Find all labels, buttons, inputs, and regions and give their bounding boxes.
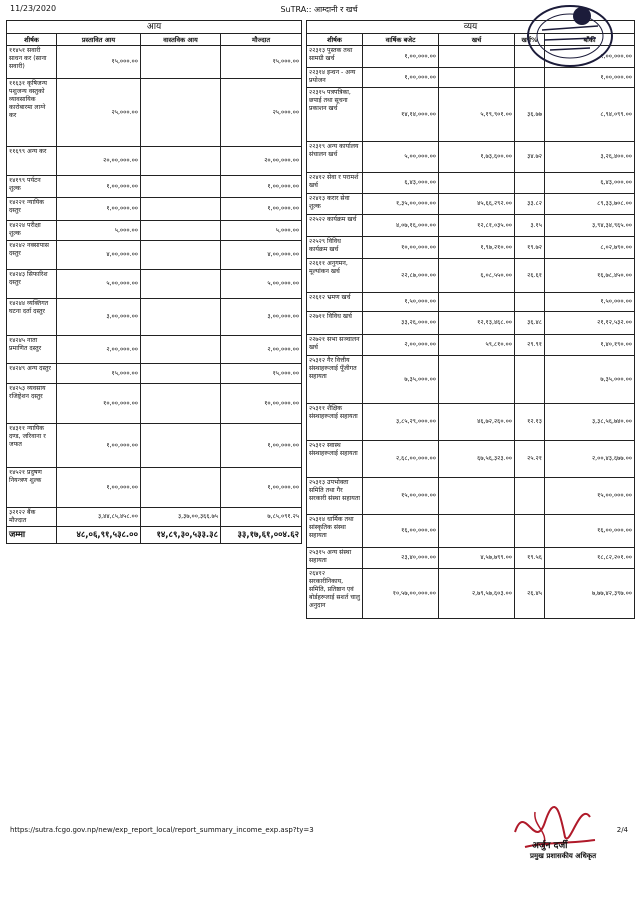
expense-row-spent	[439, 173, 515, 194]
expense-row-budget: १,००,०००.००	[363, 68, 439, 88]
income-row-actual	[141, 424, 221, 468]
expense-row-spent: १,९७,२१०.००	[439, 237, 515, 259]
print-date: 11/23/2020	[10, 4, 57, 13]
expense-row-title: २५३१२ स्वास्थ संस्थाहरूलाई सहायता	[307, 441, 363, 478]
income-col-balance: मौज्दात	[221, 34, 302, 46]
expense-row-title: २५३१३ उपभोक्ता समिति तथा गैर सरकारी संस्था सहायता	[307, 478, 363, 515]
expense-row-remaining: १,००,०००.००	[545, 68, 635, 88]
income-row-proposed: १५,०००.००	[57, 46, 141, 79]
income-row-proposed: ३,४४,८५,४५८.००	[57, 508, 141, 527]
income-row	[7, 364, 302, 384]
expense-row	[307, 293, 635, 312]
income-row	[7, 147, 302, 176]
income-row-proposed: १०,००,०००.००	[57, 384, 141, 424]
expense-row-pct	[515, 515, 545, 548]
expense-col-spent: खर्च	[439, 34, 515, 46]
income-row-proposed: १,००,०००.००	[57, 468, 141, 508]
expense-row-budget: १०,००,०००.००	[363, 237, 439, 259]
income-row-proposed: ३,००,०००.००	[57, 299, 141, 336]
expense-row-pct	[515, 173, 545, 194]
expense-row-spent	[439, 68, 515, 88]
expense-row-budget: १६,००,०००.००	[363, 515, 439, 548]
expense-row-budget: १४,१४,०००.००	[363, 88, 439, 142]
expense-row-pct: २९.९१	[515, 335, 545, 356]
income-row-title: १४३११ न्यायिक दण्ड, जरिवाना र जफत	[7, 424, 57, 468]
expense-row-spent: १२,१३,४६८.००	[439, 312, 515, 335]
income-row-title: ११६३१ कृषिजन्य पशुजन्य वस्तुको व्यावसायिक कारोबारमा लाग्ने कर	[7, 79, 57, 147]
expense-row-pct: ३६.७७	[515, 88, 545, 142]
expense-row-pct: ३.१५	[515, 215, 545, 237]
expense-row-pct: ३४.७२	[515, 142, 545, 173]
expense-section-title: व्यय	[307, 21, 635, 34]
expense-row-spent	[439, 293, 515, 312]
income-row-title: १४२२४ परीक्षा शुल्क	[7, 221, 57, 241]
expense-row-budget: २,६८,००,०००.००	[363, 441, 439, 478]
page-number: 2/4	[616, 826, 628, 834]
income-row	[7, 508, 302, 527]
footer-url: https://sutra.fcgo.gov.np/new/exp_report_local/report_summary_income_exp.asp?ty=3	[10, 826, 314, 834]
expense-row-spent: १२,८१,०३५.००	[439, 215, 515, 237]
income-row-balance: ५,००,०००.००	[221, 270, 302, 299]
expense-row-budget: ६,४३,०००.००	[363, 173, 439, 194]
income-row-proposed: ५,०००.००	[57, 221, 141, 241]
income-row-title: १४२४९ अन्य दस्तुर	[7, 364, 57, 384]
expense-row-remaining: ६,४३,०००.००	[545, 173, 635, 194]
expense-row-title: २२७११ विविध खर्च	[307, 312, 363, 335]
income-total-actual: १४,८९,३०,५३३.३८	[141, 527, 221, 544]
office-stamp-icon	[520, 0, 615, 70]
expense-row-remaining: ७,७७,४२,३९७.००	[545, 569, 635, 619]
expense-row-remaining: ८९,३३,७०८.००	[545, 194, 635, 215]
income-row	[7, 241, 302, 270]
expense-row-remaining: १,४०,१९०.००	[545, 335, 635, 356]
expense-row-budget: २,००,०००.००	[363, 335, 439, 356]
income-row-title: १४२४५ नाता प्रमाणित दस्तुर	[7, 336, 57, 364]
expense-row-title: २२६१२ भ्रमण खर्च	[307, 293, 363, 312]
expense-row-title: २५३१४ धार्मिक तथा सांस्कृतिक संस्था सहायता	[307, 515, 363, 548]
expense-row	[307, 237, 635, 259]
expense-col-remaining: बाँकी	[545, 34, 635, 46]
expense-row-spent	[439, 515, 515, 548]
expense-row-title: २२५२९ विविध कार्यक्रम खर्च	[307, 237, 363, 259]
income-row-title: १४२२१ न्यायिक दस्तुर	[7, 198, 57, 221]
income-row-actual	[141, 198, 221, 221]
income-row-actual	[141, 79, 221, 147]
expense-row-title: २२६११ अनुगमन, मूल्यांकन खर्च	[307, 259, 363, 293]
expense-row-remaining: १,५०,०००.००	[545, 293, 635, 312]
expense-table	[306, 20, 635, 619]
income-row-actual	[141, 270, 221, 299]
income-row-proposed: २०,००,०००.००	[57, 147, 141, 176]
income-row-actual	[141, 364, 221, 384]
expense-row-pct: ३६.४८	[515, 312, 545, 335]
expense-row	[307, 215, 635, 237]
expense-row-pct: २६.४५	[515, 569, 545, 619]
expense-row-title: २२५२२ कार्यक्रम खर्च	[307, 215, 363, 237]
expense-row-title: २२३१९ अन्य कार्यालय संचालन खर्च	[307, 142, 363, 173]
expense-row	[307, 142, 635, 173]
expense-row	[307, 356, 635, 404]
expense-row-budget: ३,८५,२९,०००.००	[363, 404, 439, 441]
income-row-title: १४२४३ सिफारिश दस्तुर	[7, 270, 57, 299]
expense-row-pct: १२.१३	[515, 404, 545, 441]
income-row-proposed: १५,०००.००	[57, 364, 141, 384]
income-col-title: शीर्षक	[7, 34, 57, 46]
expense-row-title: २२४१३ करार सेवा शुल्क	[307, 194, 363, 215]
expense-row-spent: ४५,६६,२९२.००	[439, 194, 515, 215]
income-row	[7, 221, 302, 241]
income-row-actual	[141, 384, 221, 424]
expense-row-budget: १,५०,०००.००	[363, 293, 439, 312]
income-row	[7, 46, 302, 79]
expense-row-pct	[515, 478, 545, 515]
expense-row-pct: १९.५६	[515, 548, 545, 569]
page-header-title: SuTRA:: आम्दानी र खर्च	[280, 5, 358, 14]
income-row-actual	[141, 176, 221, 198]
expense-row-budget: १०,५७,००,०००.००	[363, 569, 439, 619]
expense-row-pct	[515, 356, 545, 404]
income-total-label: जम्मा	[7, 527, 57, 544]
expense-row-remaining: ८,९४,०९९.००	[545, 88, 635, 142]
expense-row-spent: ४६,७२,२६०.००	[439, 404, 515, 441]
income-row-balance: १,००,०००.००	[221, 198, 302, 221]
expense-row-spent	[439, 356, 515, 404]
income-row-actual: ३,३७,००,३६६.७५	[141, 508, 221, 527]
expense-row-pct: २५.२१	[515, 441, 545, 478]
expense-row-title: २२७२१ सभा सञ्चालन खर्च	[307, 335, 363, 356]
expense-row-pct: ३३.८२	[515, 194, 545, 215]
income-row-actual	[141, 336, 221, 364]
expense-row-remaining: २,००,४३,६७७.००	[545, 441, 635, 478]
income-row	[7, 299, 302, 336]
expense-row-budget: १,३५,००,०००.००	[363, 194, 439, 215]
income-row-title: ११४५१ सवारी साधन कर (साना सवारी)	[7, 46, 57, 79]
expense-row-spent: २,७९,५७,६०३.००	[439, 569, 515, 619]
income-row-proposed: १,००,०००.००	[57, 424, 141, 468]
income-row-proposed: ५,००,०००.००	[57, 270, 141, 299]
income-row-title: १४१९९ पर्यटन शुल्क	[7, 176, 57, 198]
income-row-balance: १,००,०००.००	[221, 468, 302, 508]
income-row-balance: १५,०००.००	[221, 46, 302, 79]
expense-row-budget: ३३,२६,०००.००	[363, 312, 439, 335]
income-table	[6, 20, 302, 544]
expense-row-budget: २३,४०,०००.००	[363, 548, 439, 569]
income-row-proposed: २,००,०००.००	[57, 336, 141, 364]
income-row-title: १४२४२ नक्सापास दस्तुर	[7, 241, 57, 270]
expense-row	[307, 548, 635, 569]
expense-col-pct: खर्च%	[515, 34, 545, 46]
expense-row-budget: ७,३५,०००.००	[363, 356, 439, 404]
income-section-title: आय	[7, 21, 302, 34]
income-row-title: १४२४४ व्यक्तिगत घटना दर्ता दस्तुर	[7, 299, 57, 336]
expense-row	[307, 259, 635, 293]
expense-row-spent: ५,१९,९०१.००	[439, 88, 515, 142]
income-row-balance: १,००,०००.००	[221, 424, 302, 468]
expense-row-title: २२३१३ पुस्तक तथा सामग्री खर्च	[307, 46, 363, 68]
income-row-actual	[141, 221, 221, 241]
expense-row	[307, 194, 635, 215]
expense-row	[307, 404, 635, 441]
income-row	[7, 424, 302, 468]
expense-row-budget: १५,००,०००.००	[363, 478, 439, 515]
expense-row-remaining: १,००,०००.००	[545, 46, 635, 68]
income-row	[7, 198, 302, 221]
expense-row	[307, 88, 635, 142]
expense-row	[307, 68, 635, 88]
expense-row	[307, 569, 635, 619]
expense-row-spent: ५९,८१०.००	[439, 335, 515, 356]
expense-row-budget: ४,०७,१६,०००.००	[363, 215, 439, 237]
expense-row-title: २२४१२ सेवा र परामर्श खर्च	[307, 173, 363, 194]
expense-row-budget: ५,००,०००.००	[363, 142, 439, 173]
expense-row-spent: ४,५७,७९९.००	[439, 548, 515, 569]
expense-row-spent: ६,०८,५५०.००	[439, 259, 515, 293]
income-row-balance: २,००,०००.००	[221, 336, 302, 364]
expense-row	[307, 335, 635, 356]
income-row-balance: ७,८५,०९१.२५	[221, 508, 302, 527]
expense-row-pct: १९.७२	[515, 237, 545, 259]
expense-row-title: २५३१५ अन्य संस्था सहायता	[307, 548, 363, 569]
expense-row	[307, 478, 635, 515]
expense-row	[307, 515, 635, 548]
income-row-actual	[141, 241, 221, 270]
income-total-row	[7, 527, 302, 544]
expense-col-title: शीर्षक	[307, 34, 363, 46]
income-row-title: ११६९९ अन्य कर	[7, 147, 57, 176]
expense-row-pct: २६.६१	[515, 259, 545, 293]
income-row-actual	[141, 299, 221, 336]
income-row-balance: ४,००,०००.००	[221, 241, 302, 270]
income-row	[7, 468, 302, 508]
expense-row	[307, 312, 635, 335]
income-row-balance: १,००,०००.००	[221, 176, 302, 198]
income-total-balance: ३३,१७,६१,००४.६२	[221, 527, 302, 544]
income-row-title: १४२५३ व्यवसाय रजिष्ट्रेशन दस्तुर	[7, 384, 57, 424]
income-row-title: ३२१२२ बैंक मौज्दात	[7, 508, 57, 527]
expense-row-remaining: १५,००,०००.००	[545, 478, 635, 515]
expense-row-remaining: ७,३५,०००.००	[545, 356, 635, 404]
expense-row-pct	[515, 68, 545, 88]
expense-row	[307, 441, 635, 478]
expense-row-remaining: १८,८२,२०१.००	[545, 548, 635, 569]
income-row-proposed: ४,००,०००.००	[57, 241, 141, 270]
income-row-balance: ३,००,०००.००	[221, 299, 302, 336]
expense-row-remaining: ८,०२,७९०.००	[545, 237, 635, 259]
income-row	[7, 336, 302, 364]
income-row-actual	[141, 46, 221, 79]
signatory-title: प्रमुख प्रशासकीय अधिकृत	[530, 852, 597, 860]
expense-row-remaining: १६,७८,४५०.००	[545, 259, 635, 293]
income-row-actual	[141, 147, 221, 176]
expense-row-title: २२३१५ पत्रपत्रिका, छपाई तथा सूचना प्रकाशन खर्च	[307, 88, 363, 142]
expense-row-pct	[515, 293, 545, 312]
income-row-title: १४५२१ प्रदुषण नियन्त्रण शुल्क	[7, 468, 57, 508]
expense-row-remaining: ३,९४,३४,९६५.००	[545, 215, 635, 237]
income-row-proposed: १,००,०००.००	[57, 176, 141, 198]
income-row	[7, 270, 302, 299]
expense-col-budget: वार्षिक बजेट	[363, 34, 439, 46]
expense-row-title: २५३११ शैक्षिक संस्थाहरूलाई सहायता	[307, 404, 363, 441]
expense-row-remaining: २१,१२,५३२.००	[545, 312, 635, 335]
signatory-name: अर्जुन दर्जी	[532, 841, 568, 851]
income-row	[7, 79, 302, 147]
income-col-actual: वास्तविक आय	[141, 34, 221, 46]
income-row-balance: २५,०००.००	[221, 79, 302, 147]
income-row-balance: ५,०००.००	[221, 221, 302, 241]
income-row	[7, 384, 302, 424]
income-row-proposed: १,००,०००.००	[57, 198, 141, 221]
income-row-balance: २०,००,०००.००	[221, 147, 302, 176]
income-row	[7, 176, 302, 198]
expense-row-budget: २२,८७,०००.००	[363, 259, 439, 293]
expense-row-spent: ६७,५६,३२३.००	[439, 441, 515, 478]
income-row-actual	[141, 468, 221, 508]
expense-row-spent: १,७३,६००.००	[439, 142, 515, 173]
income-row-balance: १५,०००.००	[221, 364, 302, 384]
expense-row-spent	[439, 46, 515, 68]
income-row-proposed: २५,०००.००	[57, 79, 141, 147]
expense-row-remaining: ३,२६,४००.००	[545, 142, 635, 173]
expense-row	[307, 173, 635, 194]
expense-row-spent	[439, 478, 515, 515]
expense-row-budget: १,००,०००.००	[363, 46, 439, 68]
expense-row-title: २५३१२ गैर वित्तीय संस्थाहरूलाई पूँजीगत सहायता	[307, 356, 363, 404]
income-row-balance: १०,००,०००.००	[221, 384, 302, 424]
expense-row-title: २६४१२ सरकारीनिकाय, समिति, प्रतिष्ठान एवं बोर्डहरूलाई सशर्त चालु अनुदान	[307, 569, 363, 619]
expense-row-title: २२३१४ इन्धन - अन्य प्रयोजन	[307, 68, 363, 88]
expense-row-remaining: १६,००,०००.००	[545, 515, 635, 548]
income-col-proposed: प्रस्तावित आय	[57, 34, 141, 46]
income-total-proposed: ४८,०६,९१,५३८.००	[57, 527, 141, 544]
expense-row-remaining: ३,३८,५६,७४०.००	[545, 404, 635, 441]
